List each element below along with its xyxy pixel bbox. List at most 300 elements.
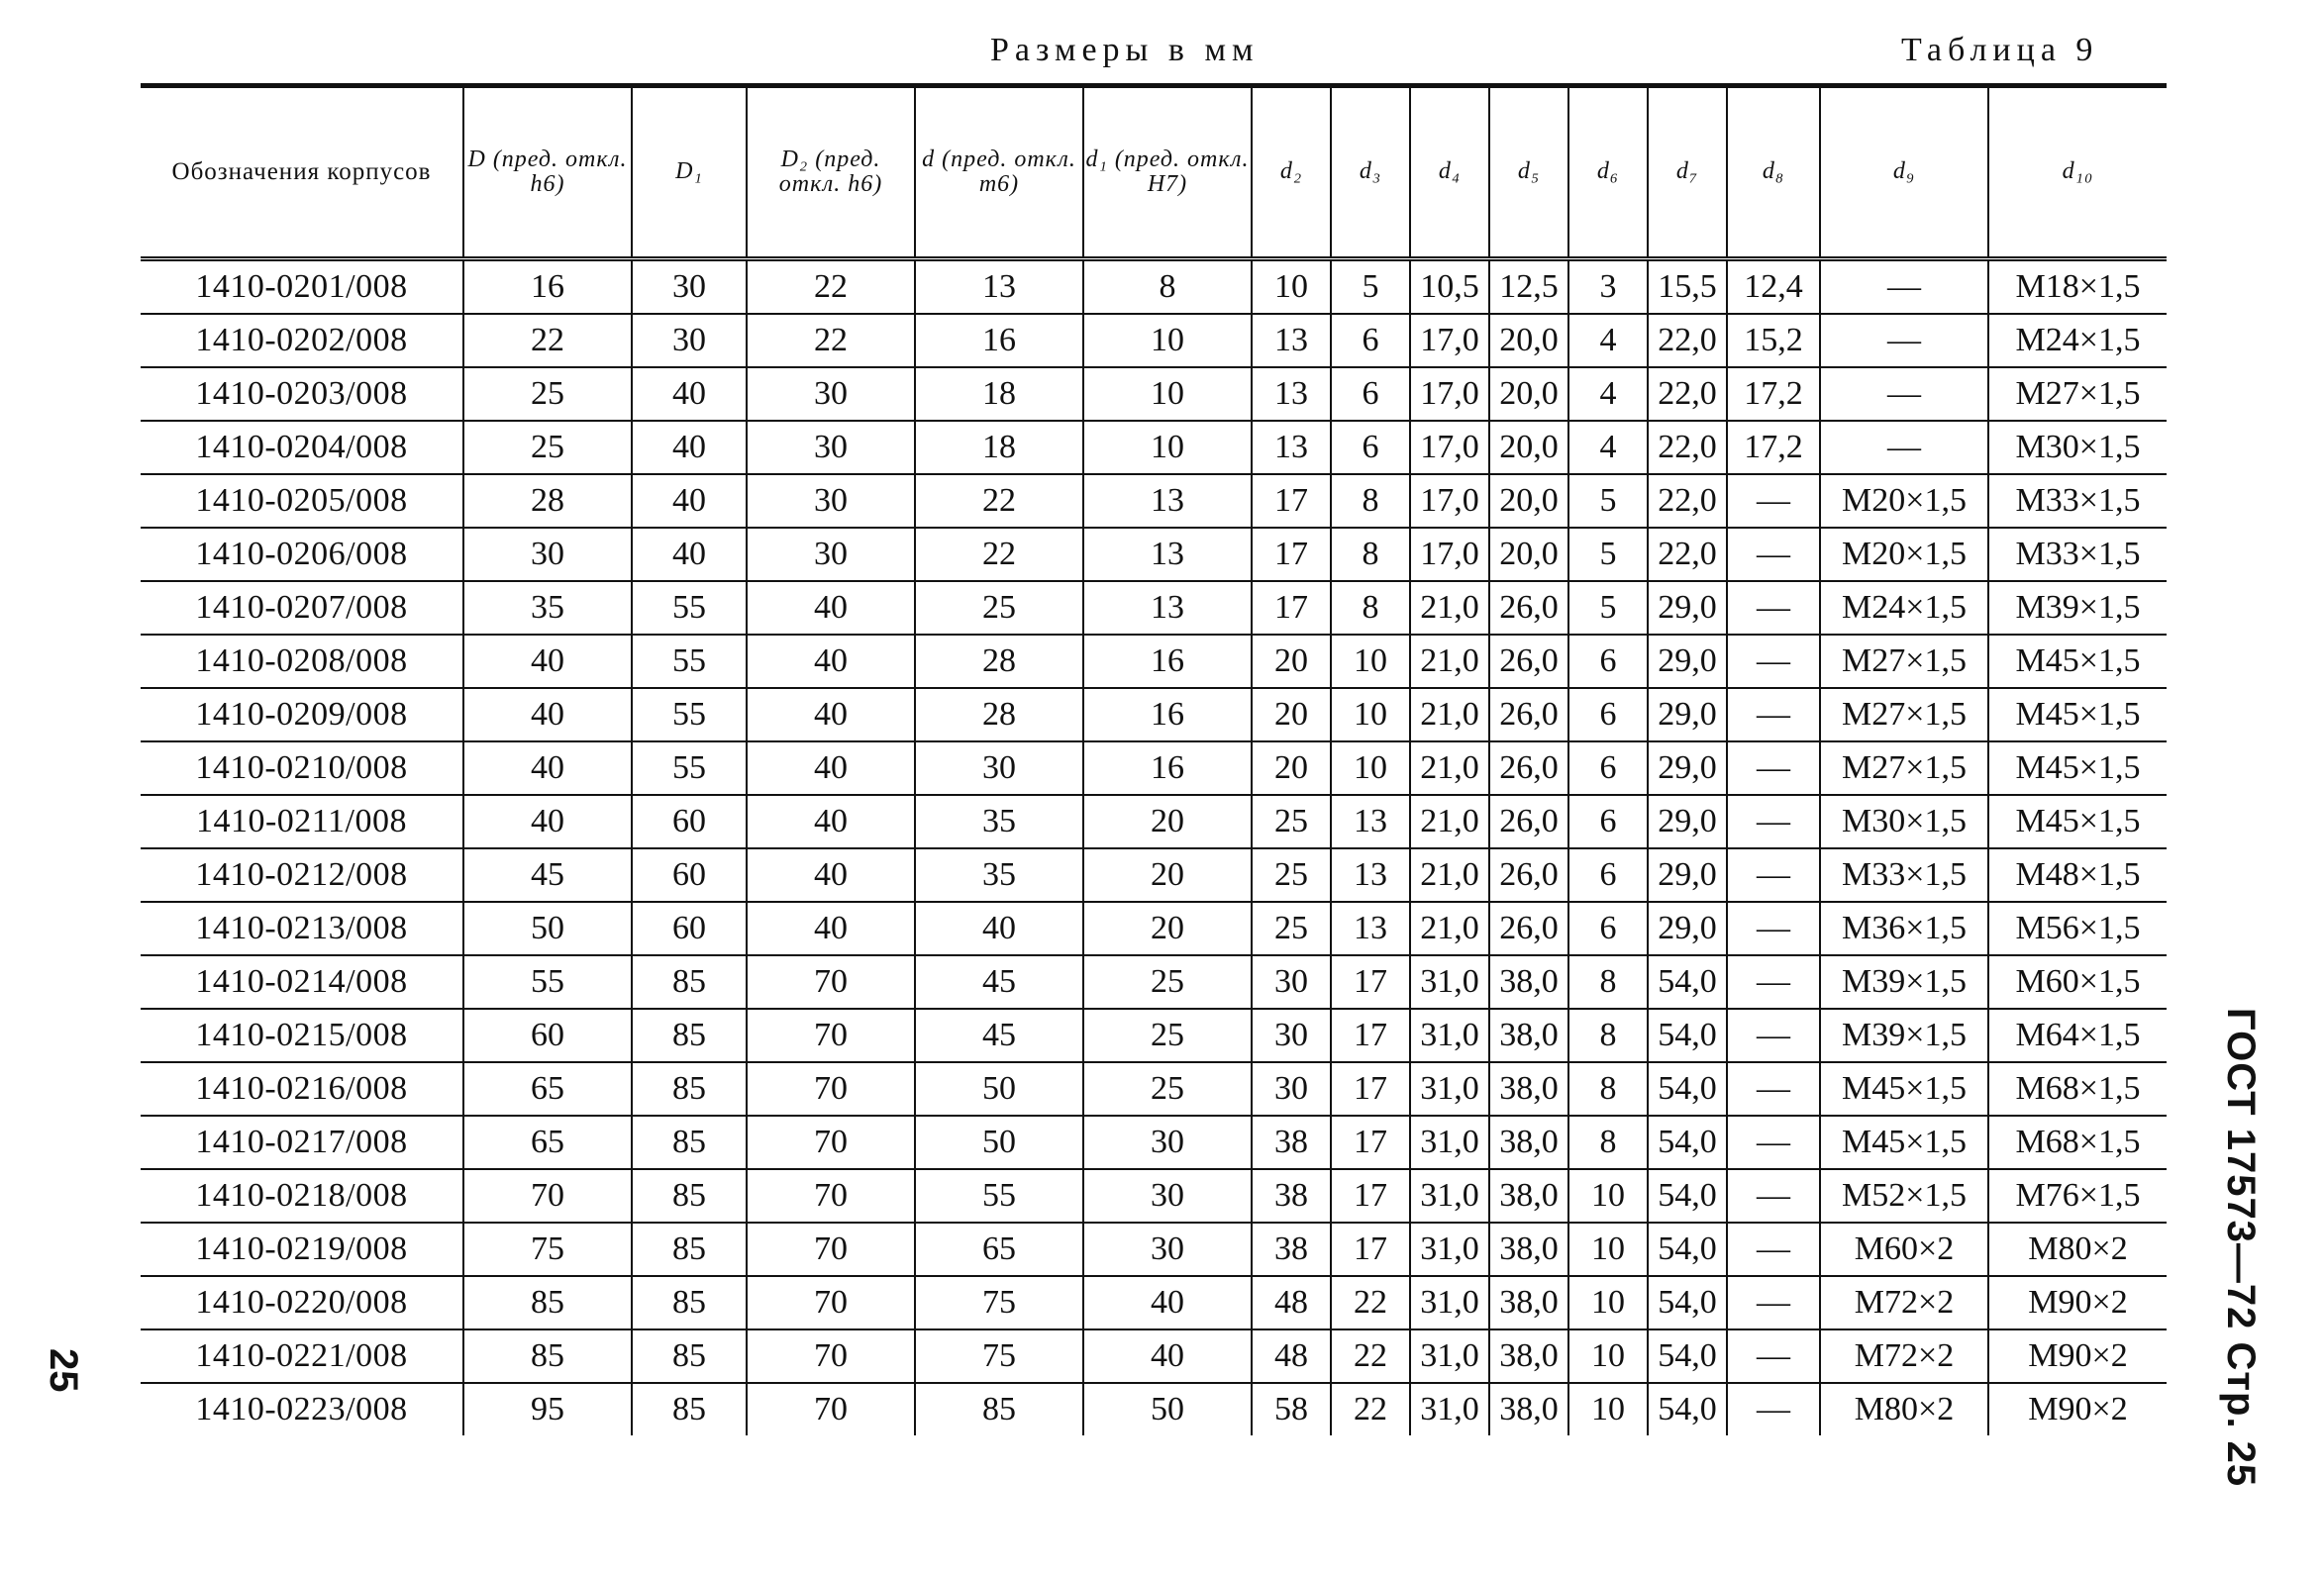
dimension-cell: 55 [632,688,747,741]
dimension-cell: 48 [1252,1329,1331,1383]
dimension-cell: 40 [463,688,632,741]
dimension-cell: M18×1,5 [1988,259,2167,315]
dimension-cell: 54,0 [1648,1062,1727,1116]
dimension-cell: 20,0 [1489,528,1568,581]
dimension-cell: 26,0 [1489,741,1568,795]
housing-designation-cell: 1410-0208/008 [141,635,463,688]
dimension-cell: 10 [1252,259,1331,315]
dimension-cell: 22,0 [1648,421,1727,474]
dimension-cell: 16 [463,259,632,315]
dimension-cell: 50 [915,1062,1083,1116]
housing-designation-cell: 1410-0218/008 [141,1169,463,1223]
dimension-cell: M90×2 [1988,1329,2167,1383]
dimension-cell: 28 [915,688,1083,741]
dimension-cell: 40 [915,902,1083,955]
dimension-cell: 5 [1568,528,1648,581]
dimension-cell: 70 [747,1329,915,1383]
table-row [141,1169,2167,1223]
housing-designation-cell: 1410-0214/008 [141,955,463,1009]
dimension-cell: 6 [1568,902,1648,955]
housing-designation-cell: 1410-0206/008 [141,528,463,581]
dimension-cell: 54,0 [1648,955,1727,1009]
dimension-cell: 6 [1568,688,1648,741]
dimension-cell: — [1820,259,1988,315]
dimension-cell: M30×1,5 [1988,421,2167,474]
dimension-cell: 13 [1083,581,1252,635]
dimension-cell: 75 [915,1276,1083,1329]
dimension-cell: 5 [1568,581,1648,635]
dimension-cell: M24×1,5 [1988,314,2167,367]
dimension-cell: 40 [632,421,747,474]
dimension-cell: 25 [1083,1062,1252,1116]
dimension-cell: 13 [1252,367,1331,421]
dimension-cell: 8 [1568,1116,1648,1169]
dimension-cell: M45×1,5 [1820,1062,1988,1116]
dimension-cell: 38,0 [1489,1276,1568,1329]
dimension-cell: 50 [915,1116,1083,1169]
dimension-cell: 10 [1331,741,1410,795]
dimension-cell: 55 [632,581,747,635]
dimension-cell: M52×1,5 [1820,1169,1988,1223]
dimension-cell: 20 [1252,635,1331,688]
dimension-cell: 13 [1252,314,1331,367]
dimension-cell: 54,0 [1648,1009,1727,1062]
dimension-cell: 13 [1331,902,1410,955]
dimension-cell: 17,0 [1410,421,1489,474]
dimension-cell: 26,0 [1489,795,1568,848]
dimension-cell: — [1727,528,1820,581]
housing-designation-cell: 1410-0211/008 [141,795,463,848]
dimension-cell: 30 [747,421,915,474]
dimension-cell: 29,0 [1648,795,1727,848]
table-row [141,1383,2167,1435]
table-row [141,367,2167,421]
dimension-cell: 40 [463,741,632,795]
dimension-cell: M45×1,5 [1988,635,2167,688]
dimension-cell: 40 [632,528,747,581]
dimension-cell: 4 [1568,314,1648,367]
table-row [141,955,2167,1009]
dimension-cell: 10,5 [1410,259,1489,315]
dimension-cell: 38,0 [1489,955,1568,1009]
dimension-cell: 65 [463,1116,632,1169]
dimension-cell: 17 [1331,955,1410,1009]
dimension-cell: 60 [632,795,747,848]
dimension-cell: 13 [1331,848,1410,902]
dimension-cell: 22 [915,528,1083,581]
table-label: Таблица 9 [1901,32,2099,68]
dimension-cell: 31,0 [1410,1169,1489,1223]
table-row [141,1116,2167,1169]
dimension-cell: 38,0 [1489,1062,1568,1116]
dimension-cell: 22 [1331,1276,1410,1329]
dimension-cell: — [1727,1329,1820,1383]
dimension-cell: 29,0 [1648,848,1727,902]
dimension-cell: 85 [632,1169,747,1223]
table-row [141,1276,2167,1329]
dimension-cell: 17 [1252,581,1331,635]
dimension-cell: M33×1,5 [1988,528,2167,581]
dimension-cell: 30 [632,259,747,315]
dimension-cell: 29,0 [1648,635,1727,688]
dimension-cell: 55 [463,955,632,1009]
housing-designation-cell: 1410-0217/008 [141,1116,463,1169]
dimension-cell: 8 [1083,259,1252,315]
table-row [141,795,2167,848]
dimension-cell: M60×2 [1820,1223,1988,1276]
dimension-cell: 8 [1331,474,1410,528]
dimension-cell: M20×1,5 [1820,474,1988,528]
table-row [141,528,2167,581]
dimension-cell: 65 [915,1223,1083,1276]
dimension-cell: — [1727,848,1820,902]
dimension-cell: 31,0 [1410,1383,1489,1435]
dimension-cell: 38 [1252,1169,1331,1223]
dimension-cell: 6 [1568,635,1648,688]
dimension-cell: M36×1,5 [1820,902,1988,955]
dimension-cell: 15,2 [1727,314,1820,367]
dimension-cell: 25 [463,367,632,421]
dimension-cell: 8 [1568,1062,1648,1116]
dimension-cell: 40 [747,635,915,688]
dimension-cell: 17 [1331,1169,1410,1223]
housing-designation-cell: 1410-0219/008 [141,1223,463,1276]
dimension-cell: M72×2 [1820,1329,1988,1383]
table-row [141,635,2167,688]
dimension-cell: 16 [1083,741,1252,795]
dimension-cell: — [1727,1009,1820,1062]
dimension-cell: 10 [1568,1169,1648,1223]
housing-designation-cell: 1410-0223/008 [195,1391,408,1427]
column-header: d₂ [1252,86,1331,259]
dimension-cell: 30 [632,314,747,367]
dimension-cell: 6 [1331,367,1410,421]
dimension-cell: 54,0 [1648,1169,1727,1223]
dimension-cell: M60×1,5 [1988,955,2167,1009]
dimension-cell: 6 [1331,314,1410,367]
dimension-cell: M45×1,5 [1988,795,2167,848]
table-row [141,1329,2167,1383]
dimension-cell: 10 [1568,1223,1648,1276]
dimension-cell: 70 [747,1383,915,1435]
dimension-cell: 17 [1331,1223,1410,1276]
table-row [141,688,2167,741]
dimensions-table [141,83,2167,1435]
column-header: D (пред. откл. h6) [463,86,632,259]
dimension-cell: 58 [1252,1383,1331,1435]
dimension-cell: 10 [1568,1276,1648,1329]
dimension-cell: 26,0 [1489,902,1568,955]
dimension-cell: 25 [1252,795,1331,848]
dimension-cell: M68×1,5 [1988,1062,2167,1116]
dimension-cell: M68×1,5 [1988,1116,2167,1169]
dimension-cell: 55 [632,741,747,795]
dimension-cell: 70 [747,955,915,1009]
dimension-cell: 40 [747,848,915,902]
dimension-cell: 28 [915,635,1083,688]
dimension-cell: M80×2 [1820,1383,1988,1435]
dimension-cell: 10 [1083,367,1252,421]
dimension-cell: 30 [1083,1116,1252,1169]
dimension-cell: 45 [915,955,1083,1009]
dimension-cell: 40 [747,581,915,635]
dimension-cell: M39×1,5 [1820,1009,1988,1062]
dimension-cell: M90×2 [1988,1383,2167,1435]
dimension-cell: 25 [1252,848,1331,902]
dimension-cell: 85 [632,1383,747,1435]
column-header: d₁ (пред. откл. H7) [1083,86,1252,259]
dimension-cell: — [1727,741,1820,795]
column-header: d₅ [1489,86,1568,259]
dimension-cell: 25 [1083,1009,1252,1062]
dimension-cell: 40 [747,741,915,795]
dimension-cell: 85 [915,1383,1083,1435]
dimension-cell: 31,0 [1410,1223,1489,1276]
dimension-cell: 70 [747,1276,915,1329]
dimension-cell: 6 [1331,421,1410,474]
table-row [141,1009,2167,1062]
dimension-cell: 29,0 [1648,688,1727,741]
dimension-cell: 26,0 [1489,848,1568,902]
dimension-cell: M33×1,5 [1988,474,2167,528]
dimension-cell: — [1727,581,1820,635]
dimension-cell: 22,0 [1648,367,1727,421]
dimension-cell: 40 [463,795,632,848]
table-row [141,1062,2167,1116]
dimension-cell: M45×1,5 [1820,1116,1988,1169]
dimension-cell: 48 [1252,1276,1331,1329]
dimension-cell: 21,0 [1410,795,1489,848]
column-header: D₂ (пред. откл. h6) [747,86,915,259]
dimension-cell: M48×1,5 [1988,848,2167,902]
dimension-cell: M45×1,5 [1988,741,2167,795]
dimension-cell: 60 [463,1009,632,1062]
dimension-cell: 8 [1568,1009,1648,1062]
standard-reference: ГОСТ 17573—72 Стр. 25 [2219,1008,2263,1488]
dimension-cell: 85 [632,1276,747,1329]
dimension-cell: 8 [1568,955,1648,1009]
dimension-cell: 10 [1568,1329,1648,1383]
dimension-cell: 45 [915,1009,1083,1062]
dimension-cell: 38,0 [1489,1009,1568,1062]
housing-designation-cell: 1410-0220/008 [141,1276,463,1329]
dimension-cell: 20 [1252,688,1331,741]
dimension-cell: M76×1,5 [1988,1169,2167,1223]
dimension-cell: 55 [915,1169,1083,1223]
dimension-cell: 55 [632,635,747,688]
dimension-cell: M27×1,5 [1820,741,1988,795]
dimension-cell: 22 [915,474,1083,528]
dimension-cell: 40 [747,688,915,741]
dimension-cell: 4 [1568,367,1648,421]
dimension-cell: M33×1,5 [1820,848,1988,902]
dimension-cell: 38 [1252,1116,1331,1169]
housing-designation-cell: 1410-0205/008 [141,474,463,528]
dimension-cell: M45×1,5 [1988,688,2167,741]
dimension-cell: 17,0 [1410,528,1489,581]
dimension-cell: 26,0 [1489,635,1568,688]
dimension-cell: 12,4 [1727,259,1820,315]
dimension-cell: 15,5 [1648,259,1727,315]
dimension-cell: 13 [1083,528,1252,581]
housing-designation-cell: 1410-0203/008 [141,367,463,421]
dimension-cell: M39×1,5 [1988,581,2167,635]
dimension-cell: 3 [1568,259,1648,315]
dimension-cell: 29,0 [1648,581,1727,635]
dimension-cell: 40 [747,902,915,955]
dimension-cell: M27×1,5 [1820,688,1988,741]
dimension-cell: 22 [747,314,915,367]
dimension-cell: 10 [1568,1383,1648,1435]
dimension-cell: 54,0 [1648,1116,1727,1169]
dimension-cell: 31,0 [1410,955,1489,1009]
housing-designation-cell: 1410-0215/008 [141,1009,463,1062]
dimension-cell: 31,0 [1410,1062,1489,1116]
dimension-cell: 17,2 [1727,421,1820,474]
dimension-cell: 85 [632,1062,747,1116]
dimension-cell: 38,0 [1489,1383,1568,1435]
dimension-cell: 31,0 [1410,1329,1489,1383]
housing-designation-cell: 1410-0221/008 [141,1329,463,1383]
dimension-cell: 8 [1331,581,1410,635]
dimension-cell: M27×1,5 [1820,635,1988,688]
dimension-cell: 40 [463,635,632,688]
dimension-cell: 17 [1331,1116,1410,1169]
dimension-cell: 22 [463,314,632,367]
dimension-cell: M72×2 [1820,1276,1988,1329]
dimension-cell: 10 [1083,421,1252,474]
dimension-cell: 40 [1083,1329,1252,1383]
column-header: d₈ [1727,86,1820,259]
dimension-cell: 17,0 [1410,314,1489,367]
dimension-cell: 25 [463,421,632,474]
dimension-cell: — [1820,367,1988,421]
dimension-cell: 38 [1252,1223,1331,1276]
dimension-cell: 17 [1331,1009,1410,1062]
dimension-cell: 22 [1331,1383,1410,1435]
dimension-cell: — [1727,902,1820,955]
dimension-cell: 65 [463,1062,632,1116]
dimension-cell: 22,0 [1648,474,1727,528]
dimension-cell: 17,0 [1410,474,1489,528]
dimension-cell: 18 [915,421,1083,474]
dimension-cell: 8 [1331,528,1410,581]
dimension-cell: 25 [1252,902,1331,955]
dimension-cell: 54,0 [1648,1329,1727,1383]
dimension-cell: 5 [1331,259,1410,315]
dimension-cell: 45 [463,848,632,902]
dimension-cell: M64×1,5 [1988,1009,2167,1062]
column-header: d₃ [1331,86,1410,259]
dimension-cell: 21,0 [1410,635,1489,688]
dimension-cell: 30 [1083,1169,1252,1223]
column-header: d₁₀ [1988,86,2167,259]
dimension-cell: 28 [463,474,632,528]
dimension-cell: 38,0 [1489,1223,1568,1276]
dimension-cell: 22 [747,259,915,315]
dimension-cell: 40 [632,367,747,421]
housing-designation-cell: 1410-0212/008 [141,848,463,902]
dimension-cell: 21,0 [1410,848,1489,902]
dimension-cell: 20,0 [1489,474,1568,528]
page-number: 25 [42,1348,85,1393]
dimension-cell: 38,0 [1489,1169,1568,1223]
dimension-cell: — [1727,1169,1820,1223]
dimension-cell: 20 [1083,902,1252,955]
table-row [141,421,2167,474]
table-header-row [141,86,2167,259]
dimension-cell: 6 [1568,795,1648,848]
dimension-cell: 70 [747,1062,915,1116]
dimension-cell: 30 [1252,1062,1331,1116]
dimension-cell: 22 [1331,1329,1410,1383]
dimension-cell: — [1727,1116,1820,1169]
dimension-cell: 40 [1083,1276,1252,1329]
dimension-cell: — [1820,314,1988,367]
column-header: d (пред. откл. m6) [915,86,1083,259]
dimension-cell: 30 [1252,1009,1331,1062]
dimension-cell: 17,2 [1727,367,1820,421]
dimension-cell: 35 [463,581,632,635]
dimension-cell: 13 [1331,795,1410,848]
housing-designation-cell: 1410-0207/008 [141,581,463,635]
units-caption: Размеры в мм [990,32,1260,68]
dimension-cell: 85 [632,1329,747,1383]
dimension-cell: M80×2 [1988,1223,2167,1276]
dimension-cell: — [1727,795,1820,848]
dimension-cell: 16 [915,314,1083,367]
dimension-cell: 20 [1083,795,1252,848]
dimension-cell: 10 [1083,314,1252,367]
dimension-cell: 60 [632,902,747,955]
dimension-cell: 38,0 [1489,1116,1568,1169]
column-header: d₇ [1648,86,1727,259]
dimension-cell: 54,0 [1648,1223,1727,1276]
dimension-cell: M20×1,5 [1820,528,1988,581]
dimension-cell: 16 [1083,635,1252,688]
dimension-cell: 50 [463,902,632,955]
dimension-cell: 13 [915,259,1083,315]
housing-designation-cell: 1410-0210/008 [141,741,463,795]
dimension-cell: 40 [632,474,747,528]
dimension-cell: 30 [747,528,915,581]
dimension-cell: 30 [747,367,915,421]
housing-designation-cell: 1410-0216/008 [141,1062,463,1116]
dimension-cell: 22,0 [1648,528,1727,581]
dimension-cell: 35 [915,848,1083,902]
dimension-cell: 17 [1252,474,1331,528]
dimension-cell: 17 [1331,1062,1410,1116]
dimension-cell: 16 [1083,688,1252,741]
dimension-cell: 5 [1568,474,1648,528]
dimension-cell: 26,0 [1489,688,1568,741]
dimension-cell: 25 [915,581,1083,635]
dimension-cell: 30 [747,474,915,528]
dimension-cell: 25 [1083,955,1252,1009]
dimension-cell: 38,0 [1489,1329,1568,1383]
dimension-cell: 85 [632,955,747,1009]
dimension-cell: 85 [632,1223,747,1276]
table-row [141,1223,2167,1276]
dimension-cell: 85 [463,1276,632,1329]
dimension-cell: M56×1,5 [1988,902,2167,955]
column-header: d₉ [1820,86,1988,259]
dimension-cell: M24×1,5 [1820,581,1988,635]
dimension-cell: 30 [463,528,632,581]
dimension-cell: — [1727,1276,1820,1329]
dimension-cell: 31,0 [1410,1116,1489,1169]
dimension-cell: 13 [1252,421,1331,474]
